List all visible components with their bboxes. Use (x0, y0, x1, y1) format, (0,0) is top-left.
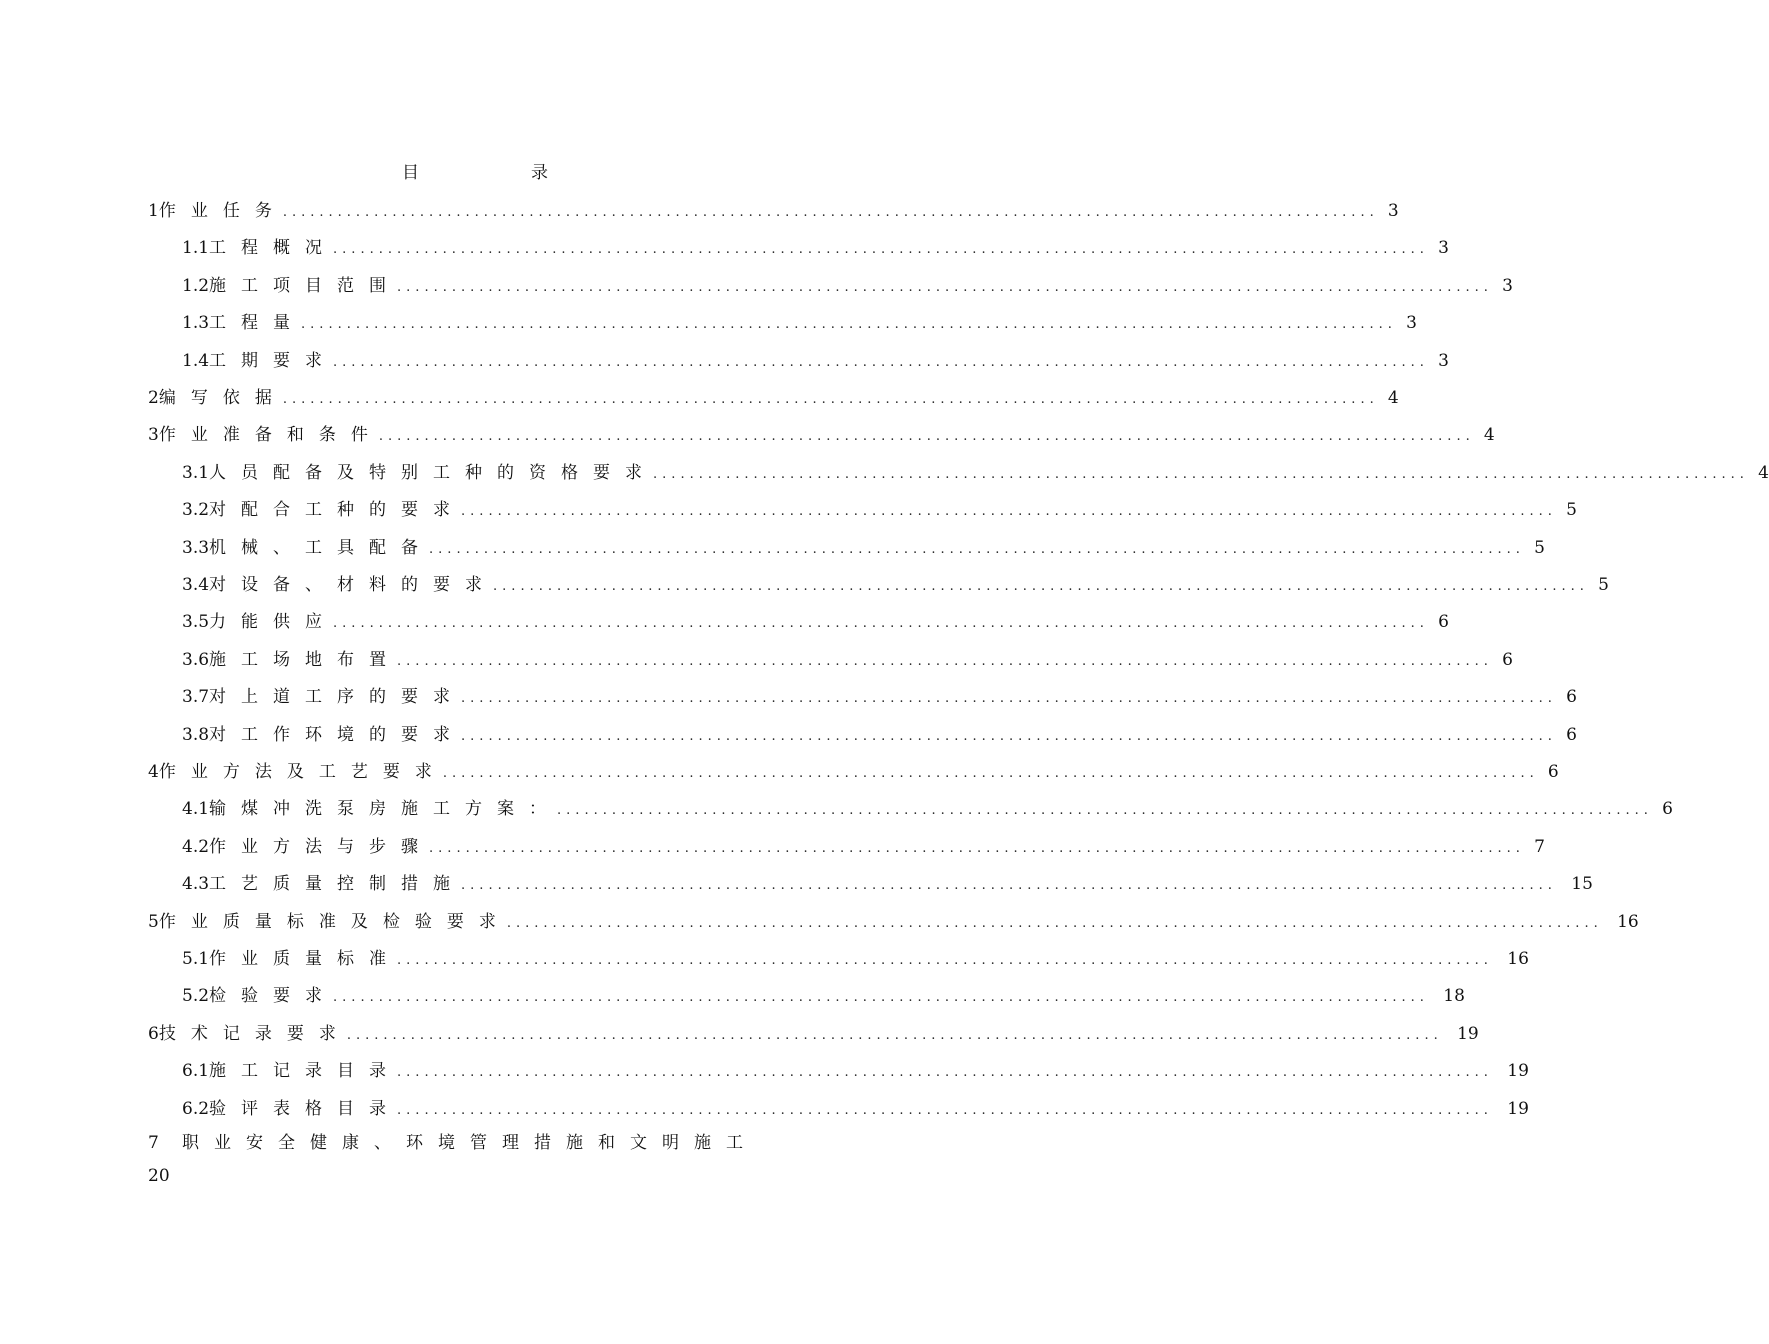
toc-entry[interactable] (148, 869, 1593, 894)
toc-dot-leader: ........................................................................................................................ (429, 841, 1525, 856)
toc-entry-page: 3 (1406, 313, 1417, 333)
toc-entry-page: 7 (1534, 837, 1545, 857)
toc-entry[interactable] (148, 1056, 1529, 1081)
toc-dot-leader: ........................................................................................................................ (346, 1028, 1443, 1043)
toc-entry-number: 2 (148, 388, 159, 408)
toc-entry-page: 5 (1566, 500, 1577, 520)
toc-entry-number: 6 (148, 1024, 159, 1044)
toc-entry-number: 3.7 (182, 687, 210, 707)
toc-entry-text: 作业质量标准 (209, 949, 402, 969)
toc-entry-text: 工程量 (209, 313, 306, 333)
toc-entry-page: 19 (1507, 1061, 1529, 1081)
toc-entry-text: 作业质量标准及检验要求 (158, 912, 511, 932)
toc-entry-page: 3 (1438, 351, 1449, 371)
toc-entry[interactable] (148, 420, 1495, 445)
toc-dot-leader: ........................................................................................................................ (557, 803, 1653, 818)
toc-entry-number: 1 (148, 201, 159, 221)
toc-entry[interactable] (148, 794, 1673, 819)
toc-entry-text: 工期要求 (209, 351, 338, 371)
toc-dot-leader: ........................................................................................................................ (442, 766, 1539, 781)
toc-dot-leader: ........................................................................................................................ (333, 355, 1429, 370)
toc-dot-leader: ........................................................................................................................ (397, 953, 1493, 968)
toc-entry-text: 作业方法与步骤 (209, 837, 434, 857)
toc-entry-page: 4 (1758, 463, 1769, 483)
toc-entry-page: 19 (1507, 1099, 1529, 1119)
toc-entry-page: 16 (1617, 912, 1639, 932)
toc-entry[interactable] (148, 981, 1465, 1006)
toc-dot-leader: ........................................................................................................................ (461, 691, 1557, 706)
toc-entry-text: 作业方法及工艺要求 (158, 762, 447, 782)
toc-entry-number: 4.3 (182, 874, 210, 894)
toc-entry-page: 4 (1483, 425, 1495, 445)
toc-entry[interactable] (148, 944, 1529, 969)
toc-entry-text: 编写依据 (158, 388, 287, 408)
toc-entry-text: 机械、工具配备 (209, 538, 434, 558)
toc-entry-text: 作业任务 (158, 201, 287, 221)
toc-entry[interactable] (148, 233, 1449, 258)
toc-dot-leader: ........................................................................................................................ (397, 654, 1493, 669)
toc-entry-text: 技术记录要求 (158, 1024, 351, 1044)
toc-entry-number: 6.1 (182, 1061, 210, 1081)
toc-entry-number: 7 (148, 1133, 159, 1153)
toc-dot-leader: ........................................................................................................................ (397, 1065, 1493, 1080)
toc-entry-number: 5.2 (182, 986, 210, 1006)
toc-entry-number: 3.1 (182, 463, 210, 483)
toc-entry-number: 3.6 (182, 650, 210, 670)
toc-entry-page: 6 (1662, 799, 1673, 819)
toc-entry-text: 施工场地布置 (209, 650, 402, 670)
toc-entry-number: 1.3 (182, 313, 210, 333)
toc-entry-page: 6 (1547, 762, 1559, 782)
toc-entry-text: 对设备、材料的要求 (209, 575, 498, 595)
toc-entry[interactable] (148, 383, 1399, 408)
toc-entry-page: 16 (1507, 949, 1529, 969)
toc-entry-number: 4.1 (182, 799, 210, 819)
toc-entry[interactable] (148, 907, 1639, 932)
toc-title-left: 目 (402, 163, 419, 183)
toc-entry-page: 19 (1457, 1024, 1479, 1044)
toc-entry-number: 1.1 (182, 238, 210, 258)
toc-entry[interactable] (148, 607, 1449, 632)
toc-entry-page: 5 (1534, 538, 1545, 558)
toc-dot-leader: ........................................................................................................................ (333, 616, 1429, 631)
toc-entry-text: 对配合工种的要求 (209, 500, 466, 520)
toc-entry-number: 3.3 (182, 538, 210, 558)
toc-entry-text: 力能供应 (209, 612, 338, 632)
toc-entry[interactable] (148, 271, 1513, 296)
toc-entry-number: 5 (148, 912, 159, 932)
toc-entry-text: 施工项目范围 (209, 276, 402, 296)
toc-entry-text: 输煤冲洗泵房施工方案： (209, 799, 562, 819)
toc-entry-page: 6 (1502, 650, 1513, 670)
toc-entry-number: 4.2 (182, 837, 210, 857)
toc-entry[interactable] (148, 720, 1577, 745)
toc-entry-page: 6 (1566, 725, 1577, 745)
toc-entry[interactable] (148, 533, 1545, 558)
toc-entry-text: 职业安全健康、环境管理措施和文明施工 (182, 1133, 758, 1153)
toc-entry[interactable] (148, 645, 1513, 670)
toc-entry-page: 4 (1387, 388, 1399, 408)
toc-entry-page: 5 (1598, 575, 1609, 595)
toc-entry-number: 3.8 (182, 725, 210, 745)
toc-entry[interactable] (148, 682, 1577, 707)
toc-dot-leader: ........................................................................................................................ (493, 579, 1589, 594)
toc-entry-page: 6 (1438, 612, 1449, 632)
toc-dot-leader: ........................................................................................................................ (397, 1103, 1493, 1118)
toc-dot-leader: ........................................................................................................................ (461, 504, 1557, 519)
toc-dot-leader: ........................................................................................................................ (282, 205, 1379, 220)
toc-dot-leader: ........................................................................................................................ (333, 242, 1429, 257)
toc-entry-number: 3 (148, 425, 159, 445)
toc-dot-leader: ........................................................................................................................ (378, 429, 1475, 444)
toc-dot-leader: ........................................................................................................................ (282, 392, 1379, 407)
toc-entry-text: 检验要求 (209, 986, 338, 1006)
toc-entry-number: 3.5 (182, 612, 210, 632)
toc-entry-text: 工程概况 (209, 238, 338, 258)
toc-entry[interactable] (148, 196, 1399, 221)
toc-entry-number: 5.1 (182, 949, 210, 969)
toc-entry[interactable] (148, 458, 1769, 483)
toc-entry-number: 3.2 (182, 500, 210, 520)
toc-entry-number: 4 (148, 762, 159, 782)
toc-entry-page: 3 (1502, 276, 1513, 296)
toc-entry-text: 人员配备及特别工种的资格要求 (209, 463, 658, 483)
toc-entry-text: 对上道工序的要求 (209, 687, 466, 707)
toc-dot-leader: ........................................................................................................................ (397, 280, 1493, 295)
toc-entry-page: 20 (148, 1166, 170, 1186)
toc-entry-text: 验评表格目录 (209, 1099, 402, 1119)
toc-entry-text: 对工作环境的要求 (209, 725, 466, 745)
toc-entry-page: 15 (1571, 874, 1593, 894)
toc-title (0, 158, 950, 183)
toc-entry[interactable] (148, 1019, 1479, 1044)
toc-entry-text: 作业准备和条件 (158, 425, 383, 445)
toc-dot-leader: ........................................................................................................................ (461, 878, 1557, 893)
toc-entry-number: 1.2 (182, 276, 210, 296)
toc-dot-leader: ........................................................................................................................ (506, 916, 1603, 931)
toc-entry-number: 3.4 (182, 575, 210, 595)
toc-entry[interactable] (148, 757, 1559, 782)
toc-entry-page: 18 (1443, 986, 1465, 1006)
toc-entry[interactable] (148, 495, 1577, 520)
toc-entry-page: 3 (1387, 201, 1399, 221)
toc-entry[interactable] (148, 346, 1449, 371)
toc-entry-text: 施工记录目录 (209, 1061, 402, 1081)
toc-entry[interactable] (148, 1094, 1529, 1119)
toc-title-right: 录 (531, 163, 548, 183)
toc-entry[interactable] (148, 1128, 828, 1152)
toc-entry[interactable] (148, 570, 1609, 595)
toc-dot-leader: ........................................................................................................................ (333, 990, 1429, 1005)
toc-dot-leader: ........................................................................................................................ (461, 729, 1557, 744)
toc-dot-leader: ........................................................................................................................ (301, 317, 1397, 332)
toc-entry-page: 3 (1438, 238, 1449, 258)
toc-dot-leader: ........................................................................................................................ (429, 542, 1525, 557)
toc-entry[interactable] (148, 308, 1417, 333)
toc-entry-number: 6.2 (182, 1099, 210, 1119)
toc-entry-page: 6 (1566, 687, 1577, 707)
toc-entry[interactable] (148, 832, 1545, 857)
toc-entry-number: 1.4 (182, 351, 210, 371)
toc-entry-text: 工艺质量控制措施 (209, 874, 466, 894)
toc-dot-leader: ........................................................................................................................ (653, 467, 1749, 482)
